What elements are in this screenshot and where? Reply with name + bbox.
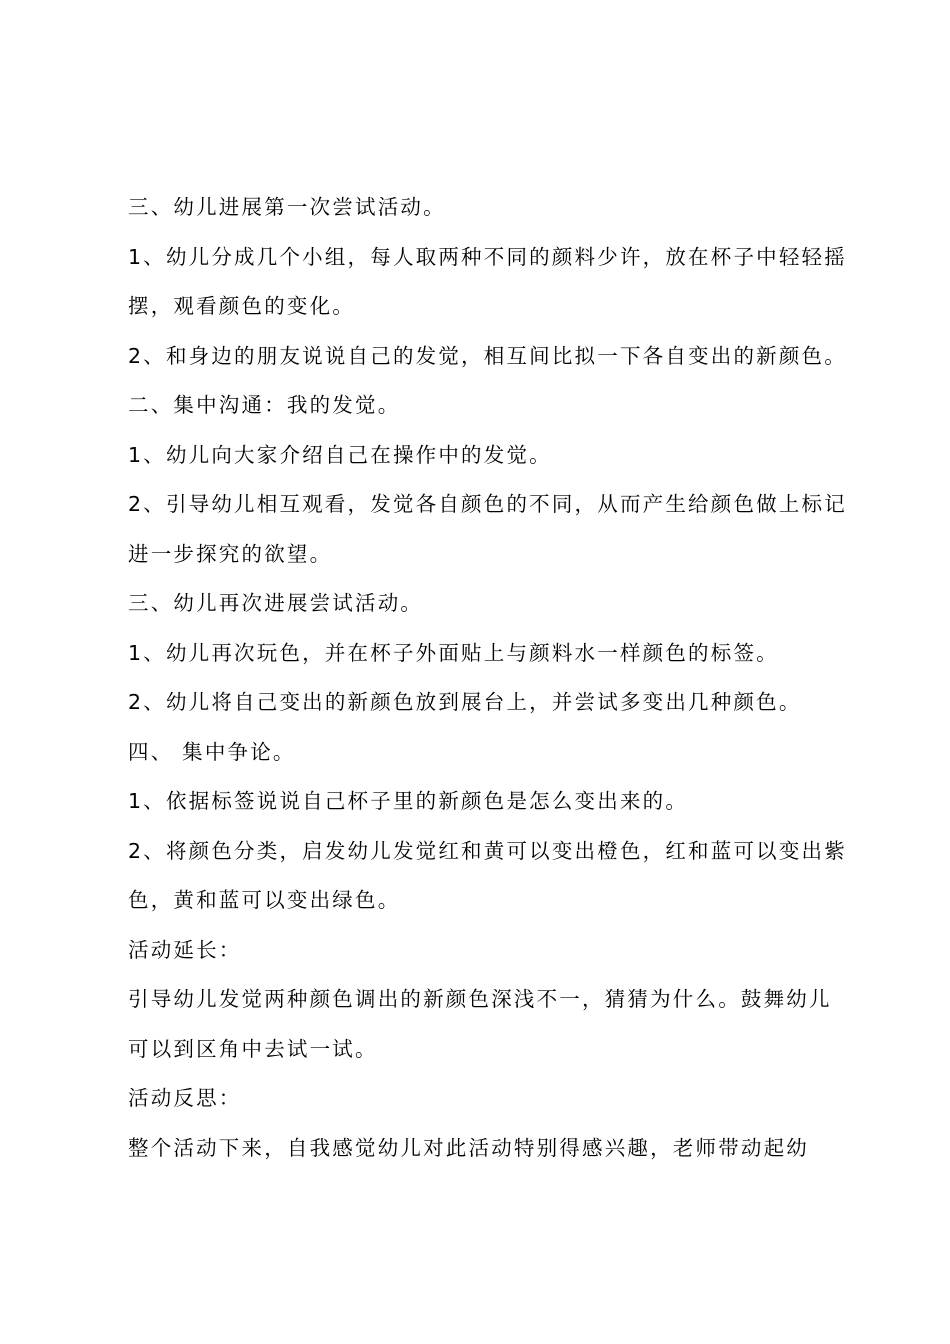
list-item-continuation: 进一步探究的欲望。	[128, 541, 333, 566]
list-item: 2、将颜色分类，启发幼儿发觉红和黄可以变出橙色，红和蓝可以变出紫	[128, 838, 847, 863]
document-body	[128, 183, 847, 1173]
section-heading: 活动反思：	[128, 1086, 242, 1110]
list-item: 1、幼儿向大家介绍自己在操作中的发觉。	[128, 442, 552, 467]
list-item: 1、幼儿再次玩色，并在杯子外面贴上与颜料水一样颜色的标签。	[128, 640, 779, 665]
section-heading: 四、 集中争论。	[128, 739, 296, 764]
paragraph-line: 引导幼儿发觉两种颜色调出的新颜色深浅不一，猜猜为什么。鼓舞幼儿	[128, 987, 832, 1011]
list-item: 1、幼儿分成几个小组，每人取两种不同的颜料少许，放在杯子中轻轻摇	[128, 244, 847, 269]
section-heading: 二、集中沟通：我的发觉。	[128, 393, 401, 417]
list-item: 2、引导幼儿相互观看，发觉各自颜色的不同，从而产生给颜色做上标记	[128, 492, 847, 516]
section-heading: 三、幼儿进展第一次尝试活动。	[128, 195, 446, 219]
list-item-continuation: 摆，观看颜色的变化。	[128, 294, 355, 318]
paragraph-line: 可以到区角中去试一试。	[128, 1036, 378, 1061]
list-item: 2、和身边的朋友说说自己的发觉，相互间比拟一下各自变出的新颜色。	[128, 343, 847, 368]
list-item-continuation: 色，黄和蓝可以变出绿色。	[128, 888, 401, 912]
list-item: 2、幼儿将自己变出的新颜色放到展台上，并尝试多变出几种颜色。	[128, 690, 802, 714]
paragraph-line: 整个活动下来，自我感觉幼儿对此活动特别得感兴趣，老师带动起幼	[128, 1135, 809, 1160]
list-item: 1、依据标签说说自己杯子里的新颜色是怎么变出来的。	[128, 789, 689, 813]
section-heading: 活动延长：	[128, 937, 242, 962]
section-heading: 三、幼儿再次进展尝试活动。	[128, 591, 424, 615]
